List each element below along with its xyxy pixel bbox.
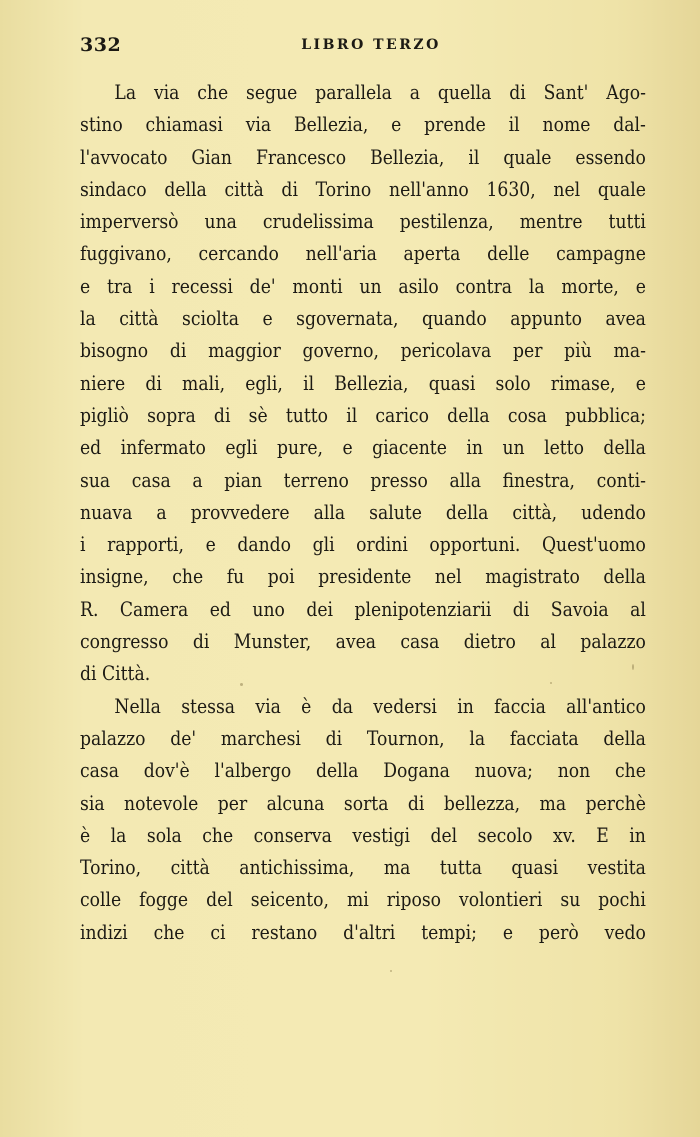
text-line: congresso di Munster, avea casa dietro al palazzo — [80, 629, 646, 654]
text-line: fuggivano, cercando nell'aria aperta delle campagne — [80, 241, 646, 266]
paper-speck — [390, 970, 392, 972]
text-line: bisogno di maggior governo, pericolava per più ma- — [80, 338, 646, 363]
body-text — [80, 76, 646, 948]
text-line: niere di mali, egli, il Bellezia, quasi solo rimase, e — [80, 370, 646, 395]
text-line: La via che segue parallela a quella di Sant' Ago- — [114, 80, 646, 104]
text-line: R. Camera ed uno dei plenipotenziarii di Savoia al — [80, 596, 646, 621]
text-line: e tra i recessi de' monti un asilo contra la morte, e — [80, 273, 646, 298]
text-line: nuava a provvedere alla salute della città, udendo — [80, 499, 646, 524]
text-line: sia notevole per alcuna sorta di bellezza, ma perchè — [80, 790, 646, 815]
text-line: sindaco della città di Torino nell'anno 1630, nel quale — [80, 176, 646, 201]
paper-speck — [240, 683, 243, 686]
text-line: l'avvocato Gian Francesco Bellezia, il quale essendo — [80, 144, 646, 169]
text-line: Nella stessa via è da vedersi in faccia all'antico — [114, 693, 646, 718]
text-line: colle fogge del seicento, mi riposo volontieri su pochi — [80, 887, 646, 912]
text-line: casa dov'è l'albergo della Dogana nuova; non che — [80, 758, 646, 783]
running-title: LIBRO TERZO — [301, 37, 441, 53]
text-line: palazzo de' marchesi di Tournon, la facciata della — [80, 725, 646, 750]
paper-speck — [550, 682, 552, 684]
text-line: imperversò una crudelissima pestilenza, mentre tutti — [80, 209, 646, 234]
text-line: pigliò sopra di sè tutto il carico della cosa pubblica; — [80, 402, 646, 427]
text-line: la città sciolta e sgovernata, quando appunto avea — [80, 306, 646, 331]
paper-speck — [632, 664, 634, 670]
text-line: sua casa a pian terreno presso alla finestra, conti- — [80, 467, 646, 492]
text-line: indizi che ci restano d'altri tempi; e però vedo — [80, 919, 646, 944]
text-line: di Città. — [80, 661, 151, 686]
text-line: Torino, città antichissima, ma tutta quasi vestita — [80, 855, 646, 880]
text-line: i rapporti, e dando gli ordini opportuni. Quest'uomo — [80, 532, 646, 557]
text-line: insigne, che fu poi presidente nel magistrato della — [80, 564, 646, 589]
page-number: 332 — [80, 34, 122, 56]
text-line: ed infermato egli pure, e giacente in un letto della — [80, 435, 646, 460]
text-line: è la sola che conserva vestigi del secolo xv. E in — [80, 822, 646, 847]
text-line: stino chiamasi via Bellezia, e prende il nome dal- — [80, 112, 646, 137]
running-head — [80, 34, 642, 60]
